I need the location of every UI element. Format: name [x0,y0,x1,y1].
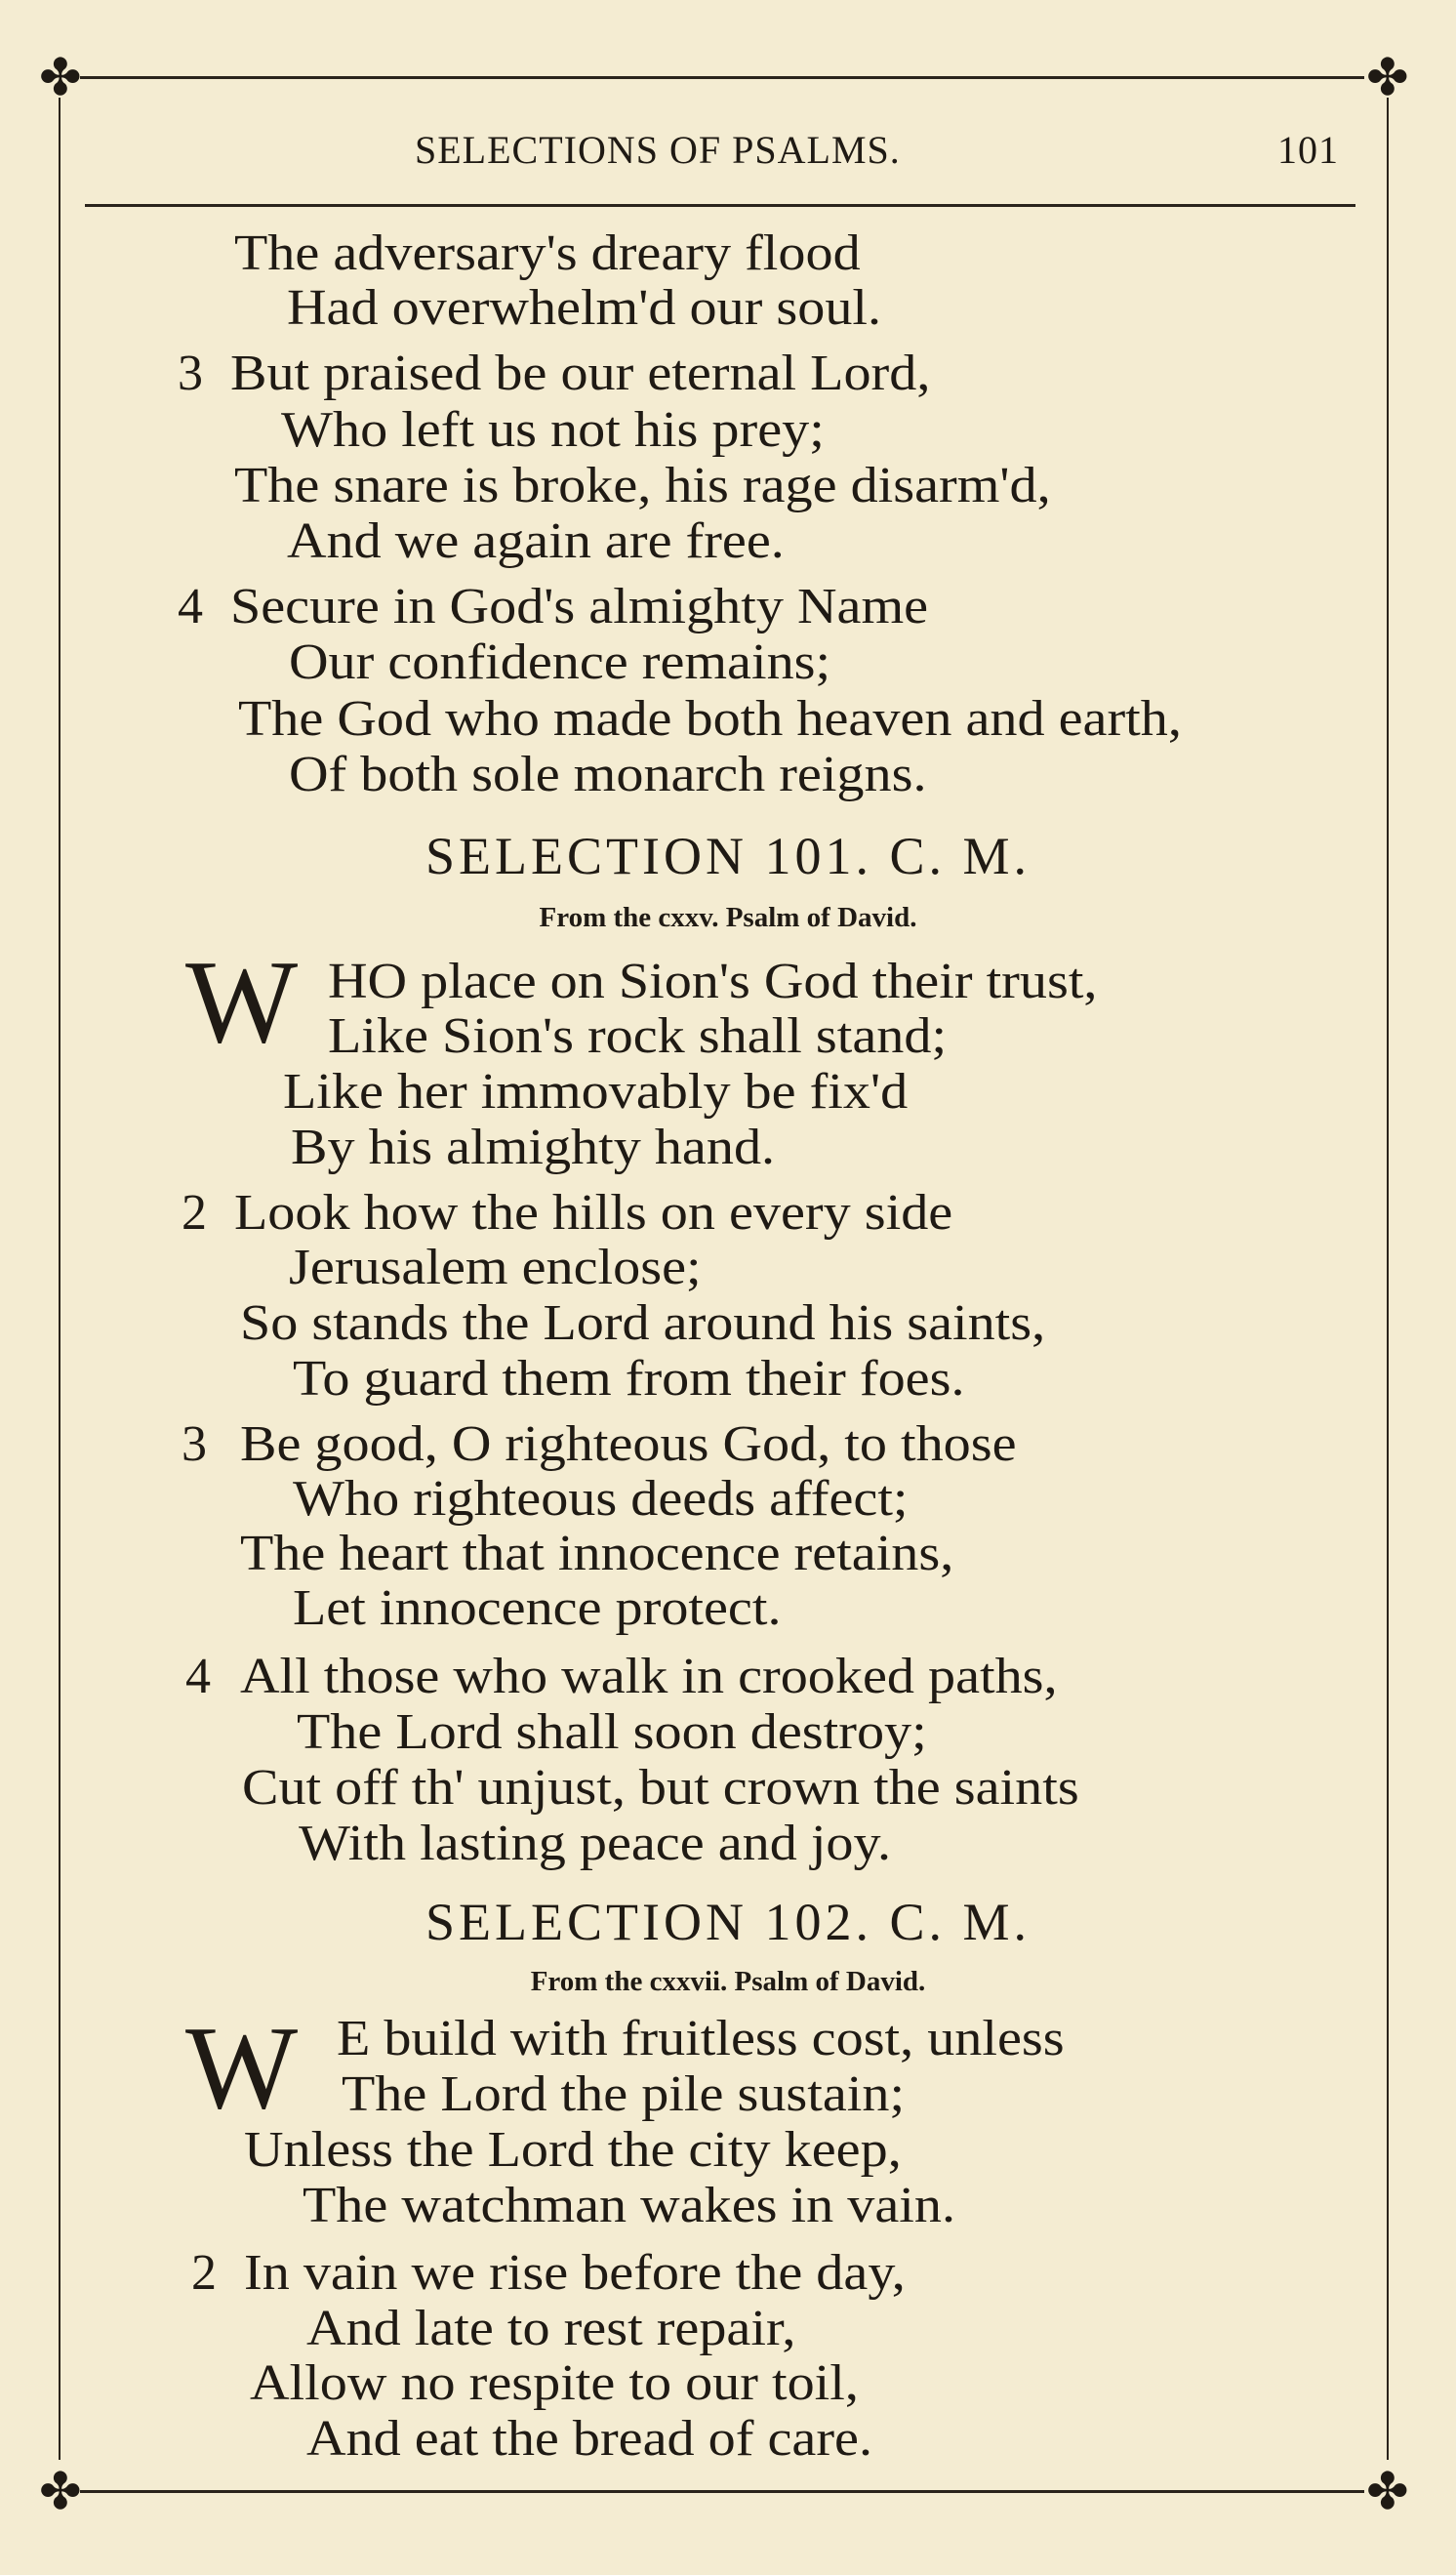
verse-number: 2 [182,1185,207,1241]
verse-line: HO place on Sion's God their trust, [328,954,1098,1009]
verse-line: Look how the hills on every side [234,1185,953,1241]
drop-cap: W [185,2002,299,2134]
verse-line: In vain we rise before the day, [244,2245,906,2301]
selection-source: From the cxxvii. Psalm of David. [530,1966,926,1997]
drop-cap: W [185,936,299,1068]
verse-line: Be good, O righteous God, to those [240,1416,1017,1472]
verse-line: The God who made both heaven and earth, [238,691,1182,747]
corner-ornament-icon: ✤ [1366,49,1409,107]
selection-heading: SELECTION 102. C. M. [425,1893,1031,1951]
verse-line: And late to rest repair, [306,2301,796,2356]
verse-line: Unless the Lord the city keep, [244,2122,902,2178]
running-header-title: SELECTIONS OF PSALMS. [415,128,901,172]
verse-line: The Lord the pile sustain; [342,2066,906,2122]
verse-line: All those who walk in crooked paths, [240,1649,1058,1704]
top-border-rule [80,76,1364,79]
header-rule [85,204,1355,207]
verse-line: Who righteous deeds affect; [293,1471,909,1527]
corner-ornament-icon: ✤ [39,2463,82,2521]
left-border-rule [59,98,61,2460]
verse-line: But praised be our eternal Lord, [230,346,931,401]
verse-line: To guard them from their foes. [293,1351,965,1407]
verse-number: 4 [185,1649,211,1704]
verse-line: Allow no respite to our toil, [250,2355,859,2411]
corner-ornament-icon: ✤ [1366,2463,1409,2521]
page-number: 101 [1277,128,1339,172]
verse-line: Let innocence protect. [293,1580,782,1636]
verse-number: 3 [182,1416,207,1472]
verse-line: So stands the Lord around his saints, [240,1295,1046,1351]
verse-number: 4 [178,579,203,634]
verse-line: The snare is broke, his rage disarm'd, [234,458,1051,513]
verse-line: Cut off th' unjust, but crown the saints [242,1760,1079,1816]
verse-line: Of both sole monarch reigns. [289,747,927,802]
verse-line: The heart that innocence retains, [240,1526,954,1581]
verse-line: By his almighty hand. [291,1120,776,1175]
verse-number: 2 [191,2245,217,2301]
verse-line: The Lord shall soon destroy; [297,1704,927,1760]
verse-line: Like her immovably be fix'd [283,1064,909,1120]
right-border-rule [1387,98,1389,2460]
verse-line: And eat the bread of care. [306,2411,873,2467]
verse-line: And we again are free. [287,513,785,569]
verse-line: The watchman wakes in vain. [303,2178,956,2233]
verse-line: Jerusalem enclose; [289,1240,702,1295]
verse-number: 3 [178,346,203,401]
corner-ornament-icon: ✤ [39,49,82,107]
verse-line: The adversary's dreary flood [234,225,861,281]
verse-line: Who left us not his prey; [281,402,825,458]
verse-line: Like Sion's rock shall stand; [328,1008,948,1064]
verse-line: With lasting peace and joy. [299,1816,891,1871]
verse-line: Our confidence remains; [289,634,831,690]
bottom-border-rule [80,2490,1364,2493]
selection-heading: SELECTION 101. C. M. [425,827,1031,885]
verse-line: Secure in God's almighty Name [230,579,929,634]
verse-line: E build with fruitless cost, unless [337,2011,1065,2066]
verse-line: Had overwhelm'd our soul. [287,280,882,336]
selection-source: From the cxxv. Psalm of David. [539,902,917,933]
